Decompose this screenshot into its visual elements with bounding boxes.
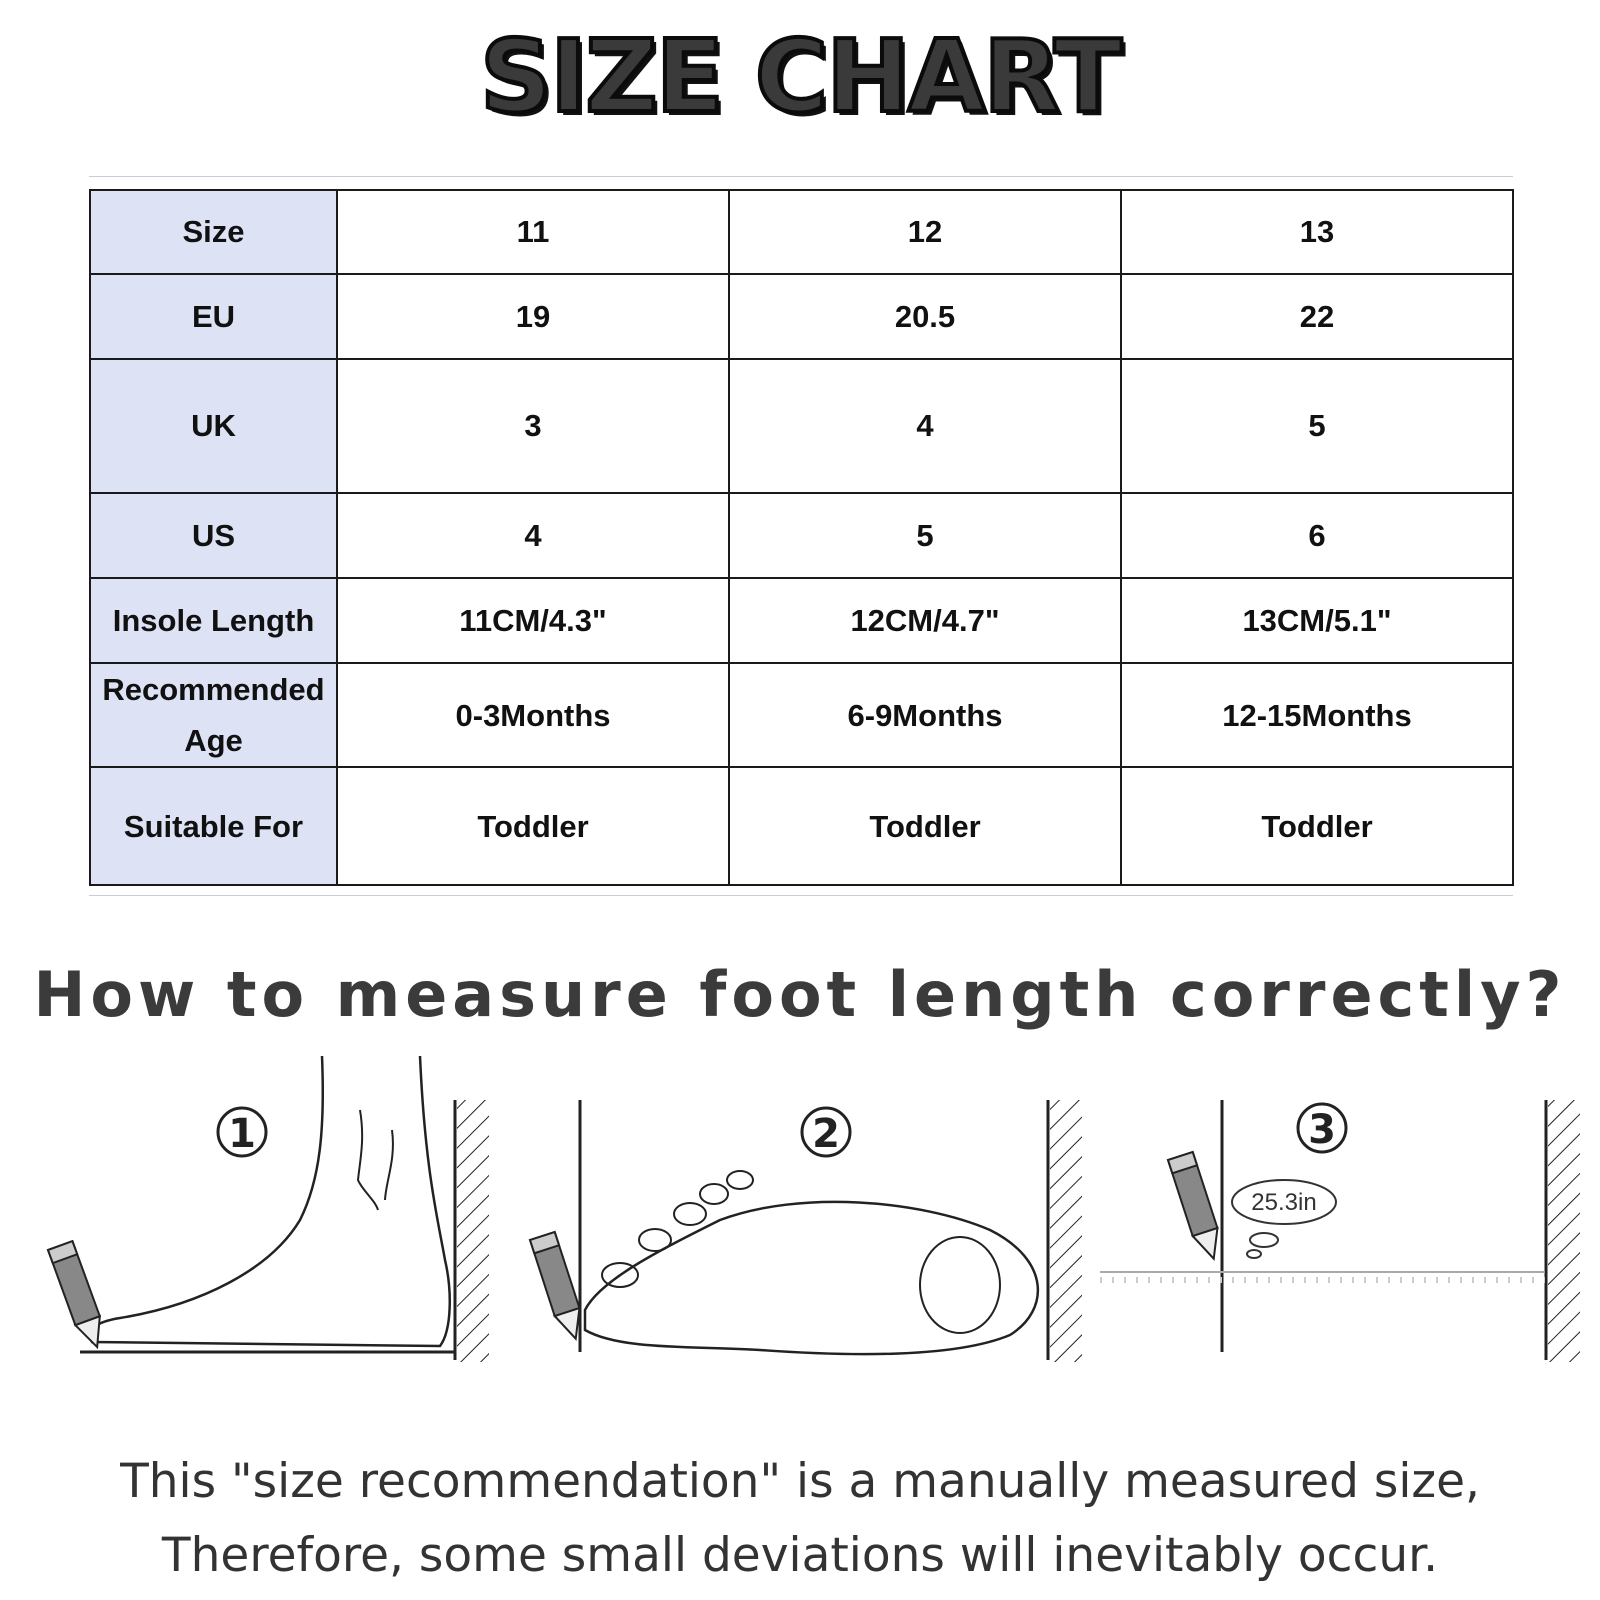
row-header-us: US: [90, 493, 337, 578]
table-cell: 6-9Months: [729, 663, 1121, 767]
heel-pad: [920, 1237, 1000, 1333]
table-cell: 0-3Months: [337, 663, 729, 767]
table-cell: 20.5: [729, 274, 1121, 359]
row-header-recommended-age: Recommended Age: [90, 663, 337, 767]
thought-bubble-dot-1: [1250, 1233, 1278, 1247]
size-chart-table-container: [89, 189, 1513, 886]
size-note-line-2: Therefore, some small deviations will inevitably occur.: [161, 1528, 1439, 1583]
table-cell: 22: [1121, 274, 1513, 359]
table-cell: 5: [1121, 359, 1513, 493]
table-cell: Toddler: [337, 767, 729, 885]
page-title: SIZE CHART: [479, 18, 1121, 135]
row-header-size: Size: [90, 190, 337, 274]
size-note-line-1: This "size recommendation" is a manually measured size,: [120, 1454, 1480, 1509]
wall-hatch-2: [1050, 1100, 1082, 1362]
table-cell: Toddler: [729, 767, 1121, 885]
step-3-number: 3: [1308, 1107, 1336, 1153]
table-cell: 12CM/4.7": [729, 578, 1121, 663]
table-cell: 11CM/4.3": [337, 578, 729, 663]
pencil-icon-3: [1168, 1152, 1226, 1263]
wall-hatch-3: [1548, 1100, 1580, 1362]
table-row-recommended-age: [90, 663, 1513, 767]
row-header-eu: EU: [90, 274, 337, 359]
table-row-us: [90, 493, 1513, 578]
table-row-insole-length: [90, 578, 1513, 663]
table-row-uk: [90, 359, 1513, 493]
row-header-insole-length: Insole Length: [90, 578, 337, 663]
table-guide-bottom: [89, 895, 1513, 896]
ankle-line: [358, 1110, 378, 1210]
table-row-eu: [90, 274, 1513, 359]
step-1-illustration: [48, 1056, 489, 1362]
foot-side-outline: [90, 1056, 450, 1346]
ankle-line-2: [385, 1130, 393, 1200]
step-2-illustration: [530, 1100, 1082, 1362]
toe-5: [727, 1171, 753, 1189]
measurement-bubble-text: 25.3in: [1251, 1189, 1317, 1216]
table-row-size: [90, 190, 1513, 274]
toe-3: [674, 1203, 706, 1225]
table-cell: 13CM/5.1": [1121, 578, 1513, 663]
table-cell: 11: [337, 190, 729, 274]
table-cell: 12: [729, 190, 1121, 274]
measure-heading: How to measure foot length correctly?: [33, 958, 1567, 1031]
table-cell: 5: [729, 493, 1121, 578]
thought-bubble-dot-2: [1247, 1250, 1261, 1258]
table-cell: 4: [337, 493, 729, 578]
row-header-uk: UK: [90, 359, 337, 493]
measurement-illustrations: [0, 1050, 1600, 1410]
toe-4: [700, 1184, 728, 1204]
table-cell: 12-15Months: [1121, 663, 1513, 767]
step-2-number: 2: [812, 1111, 840, 1157]
table-cell: 6: [1121, 493, 1513, 578]
table-cell: 13: [1121, 190, 1513, 274]
wall-hatch-1: [457, 1100, 489, 1362]
size-note: [0, 1445, 1600, 1593]
table-cell: 3: [337, 359, 729, 493]
table-cell: 4: [729, 359, 1121, 493]
table-cell: Toddler: [1121, 767, 1513, 885]
illustrations-svg: [0, 1050, 1600, 1410]
row-header-suitable-for: Suitable For: [90, 767, 337, 885]
step-3-illustration: [1100, 1100, 1580, 1362]
table-cell: 19: [337, 274, 729, 359]
table-guide-top: [89, 176, 1513, 177]
size-chart-table: [89, 189, 1514, 886]
pencil-icon-1: [48, 1241, 109, 1351]
step-1-number: 1: [228, 1111, 256, 1157]
table-row-suitable-for: [90, 767, 1513, 885]
toe-2: [639, 1229, 671, 1251]
